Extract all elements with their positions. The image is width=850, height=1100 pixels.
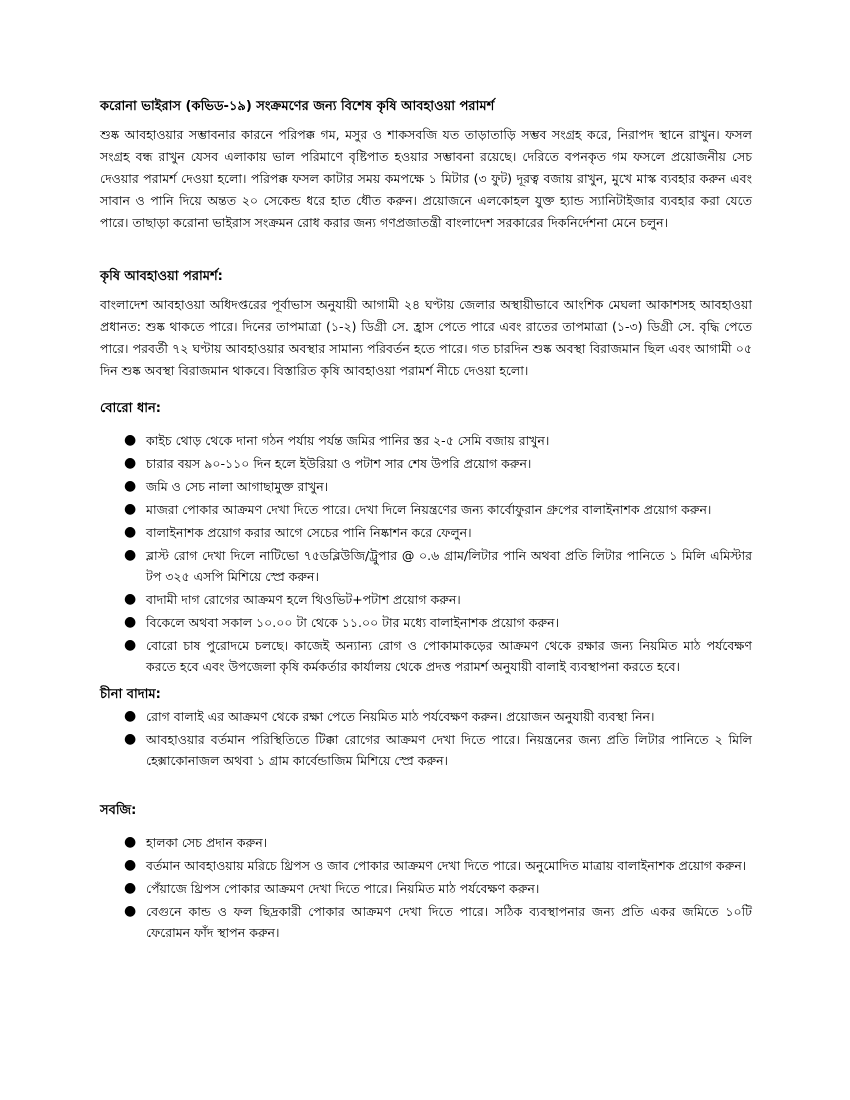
- list-item: ● জমি ও সেচ নালা আগাছামুক্ত রাখুন।: [100, 476, 752, 497]
- list-item: ● মাজরা পোকার আক্রমণ দেখা দিতে পারে। দেখা দিলে নিয়ন্ত্রণের জন্য কার্বোফুরান গ্রুপের বালাইনাশক প্রয়োগ করুন।: [100, 499, 752, 520]
- bullet-icon: ●: [124, 708, 137, 724]
- bullet-icon: ●: [124, 880, 137, 896]
- list-item: ● বেগুনে কান্ড ও ফল ছিদ্রকারী পোকার আক্রমণ দেখা দিতে পারে। সঠিক ব্যবস্থাপনার জন্য প্রতি একর জমিতে ১০টি ফেরোমন ফাঁদ স্থাপন করুন।: [124, 903, 752, 940]
- bullet-icon: ●: [124, 547, 137, 563]
- list-item: ● বিকেলে অথবা সকাল ১০.০০ টা থেকে ১১.০০ টার মধ্যে বালাইনাশক প্রয়োগ করুন।: [100, 612, 752, 633]
- list-item: ● ব্লাস্ট রোগ দেখা দিলে নাটিভো ৭৫ডব্লিউজি/ট্রুপার @ ০.৬ গ্রাম/লিটার পানি অথবা প্রতি লিটার পানিতে ১ মিলি এমিস্টার টপ ৩২৫ এসপি মিশিয়ে স্প্রে করুন।: [124, 547, 752, 584]
- bullet-icon: ●: [124, 478, 137, 494]
- list-item: ● রোগ বালাই এর আক্রমণ থেকে রক্ষা পেতে নিয়মিত মাঠ পর্যবেক্ষণ করুন। প্রয়োজন অনুযায়ী ব্যবস্থা নিন।: [100, 706, 752, 727]
- list-item: ● চারার বয়স ৯০-১১০ দিন হলে ইউরিয়া ও পটাশ সার শেষ উপরি প্রয়োগ করুন।: [100, 453, 752, 474]
- list-item: ● হালকা সেচ প্রদান করুন।: [100, 832, 752, 853]
- bullet-icon: ●: [124, 524, 137, 540]
- bullet-icon: ●: [124, 731, 137, 747]
- bullet-icon: ●: [124, 834, 137, 850]
- vegetables-heading: সবজি:: [100, 803, 137, 818]
- peanut-list: [100, 706, 752, 773]
- list-item: ● বালাইনাশক প্রয়োগ করার আগে সেচের পানি নিষ্কাশন করে ফেলুন।: [100, 522, 752, 543]
- bullet-icon: ●: [124, 637, 137, 653]
- list-item: ● পেঁয়াজে থ্রিপস পোকার আক্রমণ দেখা দিতে পারে। নিয়মিত মাঠ পর্যবেক্ষণ করুন।: [100, 878, 752, 899]
- bullet-icon: ●: [124, 591, 137, 607]
- bullet-icon: ●: [124, 857, 137, 873]
- list-item: ● বাদামী দাগ রোগের আক্রমণ হলে থিওভিট+পটাশ প্রয়োগ করুন।: [100, 589, 752, 610]
- bullet-icon: ●: [124, 455, 137, 471]
- advisory-paragraph: বাংলাদেশ আবহাওয়া অধিদপ্তরের পূর্বাভাস অনুযায়ী আগামী ২৪ ঘণ্টায় জেলার অস্থায়ীভাবে আংশিক মেঘলা আকাশসহ আবহাওয়া প্রধানত: শুষ্ক থাকতে পারে। দিনের তাপমাত্রা (১-২) ডিগ্রী সে. হ্রাস পেতে পারে এবং রাতের তাপমাত্রা (১-৩) ডিগ্রী সে. বৃদ্ধি পেতে পারে। পরবর্তী ৭২ ঘণ্টায় আবহাওয়ার অবস্থার সামান্য পরিবর্তন হতে পারে। গত চারদিন শুষ্ক অবস্থা বিরাজমান ছিল এবং আগামী ০৫ দিন শুষ্ক অবস্থা বিরাজমান থাকবে। বিস্তারিত কৃষি আবহাওয়া পরামর্শ নীচে দেওয়া হলো।: [100, 297, 752, 378]
- document-title: করোনা ভাইরাস (কভিড-১৯) সংক্রমণের জন্য বিশেষ কৃষি আবহাওয়া পরামর্শ: [100, 99, 495, 114]
- list-item: ● আবহাওয়ার বর্তমান পরিস্থিতিতে টিক্কা রোগের আক্রমণ দেখা দিতে পারে। নিয়ন্ত্রনের জন্য প্রতি লিটার পানিতে ২ মিলি হেক্সাকোনাজল অথবা ১ গ্রাম কার্বেন্ডাজিম মিশিয়ে স্প্রে করুন।: [124, 731, 752, 768]
- bullet-icon: ●: [124, 432, 137, 448]
- list-item: ● কাইচ থোড় থেকে দানা গঠন পর্যায় পর্যন্ত জমির পানির স্তর ২-৫ সেমি বজায় রাখুন।: [100, 430, 752, 451]
- boro-heading: বোরো ধান:: [100, 401, 161, 416]
- peanut-heading: চীনা বাদাম:: [100, 687, 161, 702]
- bullet-icon: ●: [124, 614, 137, 630]
- vegetables-list: [100, 832, 752, 945]
- bullet-icon: ●: [124, 501, 137, 517]
- bullet-icon: ●: [124, 903, 137, 919]
- intro-paragraph: শুষ্ক আবহাওয়ার সম্ভাবনার কারনে পরিপক্ক গম, মসুর ও শাকসবজি যত তাড়াতাড়ি সম্ভব সংগ্রহ করে, নিরাপদ স্থানে রাখুন। ফসল সংগ্রহ বন্ধ রাখুন যেসব এলাকায় ভাল পরিমাণে বৃষ্টিপাত হওয়ার সম্ভাবনা রয়েছে। দেরিতে বপনকৃত গম ফসলে প্রয়োজনীয় সেচ দেওয়ার পরামর্শ দেওয়া হলো। পরিপক্ক ফসল কাটার সময় কমপক্ষে ১ মিটার (৩ ফুট) দূরত্ব বজায় রাখুন, মুখে মাস্ক ব্যবহার করুন এবং সাবান ও পানি দিয়ে অন্তত ২০ সেকেন্ড ধরে হাত ধৌত করুন। প্রয়োজনে এলকোহল যুক্ত হ্যান্ড স্যানিটাইজার ব্যবহার করা যেতে পারে। তাছাড়া করোনা ভাইরাস সংক্রমন রোধ করার জন্য গণপ্রজাতন্ত্রী বাংলাদেশ সরকারের দিকনির্দেশনা মেনে চলুন।: [100, 127, 752, 230]
- advisory-heading: কৃষি আবহাওয়া পরামর্শ:: [100, 269, 223, 284]
- list-item: ● বোরো চাষ পুরোদমে চলছে। কাজেই অন্যান্য রোগ ও পোকামাকড়ের আক্রমণ থেকে রক্ষার জন্য নিয়মিত মাঠ পর্যবেক্ষণ করতে হবে এবং উপজেলা কৃষি কর্মকর্তার কার্যালয় থেকে প্রদত্ত পরামর্শ অনুযায়ী বালাই ব্যবস্থাপনা করতে হবে।: [124, 637, 752, 674]
- list-item: ● বর্তমান আবহাওয়ায় মরিচে থ্রিপস ও জাব পোকার আক্রমণ দেখা দিতে পারে। অনুমোদিত মাত্রায় বালাইনাশক প্রয়োগ করুন।: [100, 855, 752, 876]
- boro-list: [100, 430, 752, 679]
